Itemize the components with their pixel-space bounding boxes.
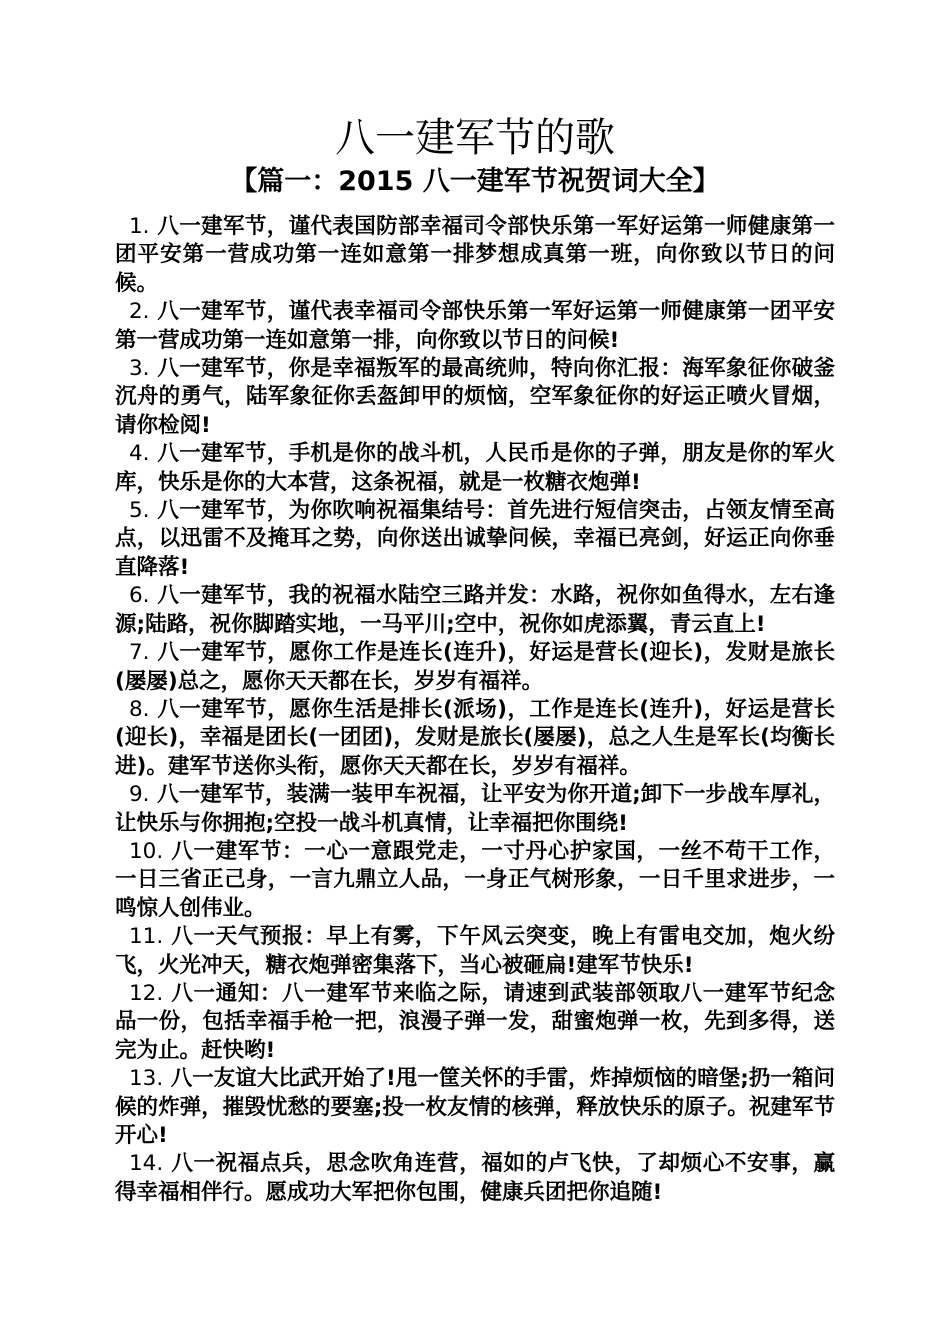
item-number: 13. xyxy=(129,1066,164,1092)
item-text: 八一通知：八一建军节来临之际，请速到武装部领取八一建军节纪念品一份，包括幸福手枪一把，浪漫子弹一发，甜蜜炮弹一枚，先到多得，送完为止。赶快哟! xyxy=(115,980,835,1063)
item-number: 6. xyxy=(129,583,150,609)
list-item xyxy=(115,1065,835,1150)
list-item xyxy=(115,213,835,298)
item-text: 八一建军节：一心一意跟党走，一寸丹心护家国，一丝不苟干工作，一日三省正己身，一言九鼎立人品，一身正气树形象，一日千里求进步，一鸣惊人创伟业。 xyxy=(115,838,835,921)
item-number: 10. xyxy=(129,838,164,864)
item-number: 14. xyxy=(129,1151,164,1177)
list-item xyxy=(115,497,835,582)
item-text: 八一友谊大比武开始了!甩一筐关怀的手雷，炸掉烦恼的暗堡;扔一箱问候的炸弹，摧毁忧愁的要塞;投一枚友情的核弹，释放快乐的原子。祝建军节开心! xyxy=(115,1066,835,1148)
list-item xyxy=(115,355,835,440)
item-text: 八一建军节，装满一装甲车祝福，让平安为你开道;卸下一步战车厚礼，让快乐与你拥抱;空投一战斗机真情，让幸福把你围绕! xyxy=(115,782,835,836)
item-text: 八一建军节，谨代表国防部幸福司令部快乐第一军好运第一师健康第一团平安第一营成功第一连如意第一排梦想成真第一班，向你致以节日的问候。 xyxy=(115,214,835,296)
document-subtitle: 【篇一：2015 八一建军节祝贺词大全】 xyxy=(230,166,720,197)
list-item xyxy=(115,582,835,639)
item-text: 八一建军节，你是幸福叛军的最高统帅，特向你汇报：海军象征你破釜沉舟的勇气，陆军象征你丢盔卸甲的烦恼，空军象征你的好运正喷火冒烟，请你检阅! xyxy=(115,356,835,438)
item-text: 八一建军节，愿你工作是连长(连升)，好运是营长(迎长)，发财是旅长(屡屡)总之，愿你天天都在长，岁岁有福祥。 xyxy=(115,640,835,694)
list-item xyxy=(115,440,835,497)
item-number: 5. xyxy=(129,498,150,524)
item-number: 4. xyxy=(129,441,150,467)
list-item xyxy=(115,923,835,980)
list-item xyxy=(115,980,835,1065)
item-number: 11. xyxy=(129,924,164,950)
item-number: 2. xyxy=(129,299,150,325)
item-number: 8. xyxy=(129,696,150,722)
list-item xyxy=(115,1150,835,1207)
list-item xyxy=(115,298,835,355)
list-item xyxy=(115,781,835,838)
item-number: 7. xyxy=(129,640,150,666)
list-item xyxy=(115,639,835,696)
item-number: 12. xyxy=(129,980,164,1006)
item-number: 1. xyxy=(129,214,150,239)
list-item xyxy=(115,696,835,781)
greetings-list xyxy=(115,213,835,1207)
item-number: 3. xyxy=(129,356,150,382)
item-text: 八一建军节，谨代表幸福司令部快乐第一军好运第一师健康第一团平安第一营成功第一连如意第一排，向你致以节日的问候! xyxy=(115,299,835,353)
item-text: 八一建军节，我的祝福水陆空三路并发：水路，祝你如鱼得水，左右逢源;陆路，祝你脚踏实地，一马平川;空中，祝你如虎添翼，青云直上! xyxy=(115,583,835,637)
item-text: 八一建军节，为你吹响祝福集结号：首先进行短信突击，占领友情至高点，以迅雷不及掩耳之势，向你送出诚挚问候，幸福已亮剑，好运正向你垂直降落! xyxy=(115,498,835,580)
item-number: 9. xyxy=(129,782,150,808)
item-text: 八一天气预报：早上有雾，下午风云突变，晚上有雷电交加，炮火纷飞，火光冲天，糖衣炮弹密集落下，当心被砸扁!建军节快乐! xyxy=(115,924,835,978)
item-text: 八一祝福点兵，思念吹角连营，福如的卢飞快，了却烦心不安事，赢得幸福相伴行。愿成功大军把你包围，健康兵团把你追随! xyxy=(115,1151,835,1205)
item-text: 八一建军节，愿你生活是排长(派场)，工作是连长(连升)，好运是营长(迎长)，幸福是团长(一团团)，发财是旅长(屡屡)，总之人生是军长(均衡长进)。建军节送你头衔，愿你天天都在长，岁岁有福祥。 xyxy=(115,696,835,779)
item-text: 八一建军节，手机是你的战斗机，人民币是你的子弹，朋友是你的军火库，快乐是你的大本营，这条祝福，就是一枚糖衣炮弹! xyxy=(115,441,835,495)
document-title: 八一建军节的歌 xyxy=(335,115,615,161)
list-item xyxy=(115,838,835,923)
